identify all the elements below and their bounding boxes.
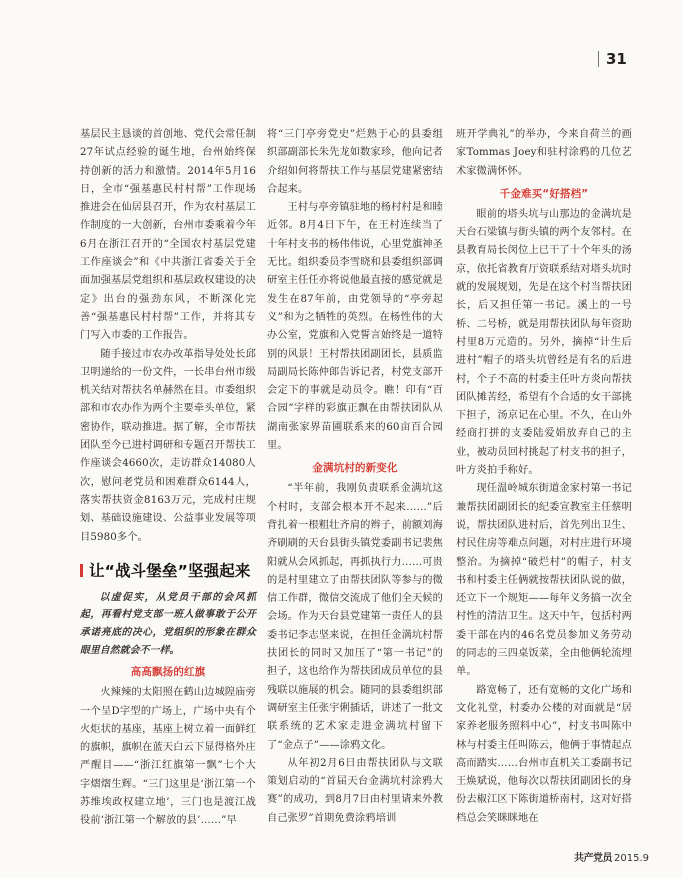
section-title: 让“战斗堡垒”坚强起来 [80, 561, 256, 581]
subheading: 千金难买“好搭档” [499, 187, 589, 200]
subheading: 高高飘扬的红旗 [130, 666, 206, 679]
paragraph: 将“三门亭旁党史”烂熟于心的县委组织部副部长朱先龙如数家珍，他向记者介绍如何将帮扶工作与基层党建紧密结合起来。 [267, 129, 443, 195]
footer [574, 849, 649, 864]
paragraph: 王村与亭旁镇驻地的杨村村是和睦近邻。8月4日下午，在王村连续当了十年村支书的杨伟伟说，心里党旗神圣无比。组织委员李雪晓和县委组织部调研室主任任亦将说他最直接的感觉就是发生在87年前，由党领导的“亭旁起义”和为之牺牲的英烈。在杨性伟的大办公室，党旗和入党誓言始终是一道特别的风景！王村帮扶团副团长，县质监局副局长陈仲郎告诉记者，村党支部开会定下的事就是动员令。瞧！印有“百合园”字样的彩旗正飘在由帮扶团队从湖南张家界苗圃联系来的60亩百合园里。 [267, 202, 443, 452]
paragraph: 随手接过市农办改革指导处处长邱卫明递给的一份文件，一长串台州市级机关结对帮扶名单赫然在目。市委组织部和市农办作为两个主要牵头单位，紧密协作，联动推进。据了解，全市帮扶团队至今已进村调研和专题召开帮扶工作座谈会4660次，走访群众14080人次，慰问老党员和困难群众6144人，落实帮扶资金8163万元，完成村庄规划、基础设施建设、公益事业发展等项目5980多个。 [80, 348, 256, 543]
section-lead: 以虚促实，从党员干部的会风抓起，再看村党支部一班人做事敢于公开承诺亮底的决心，党组织的形象在群众眼里自然就会不一样。 [80, 591, 256, 656]
paragraph: 眼前的塔头坑与山那边的金满坑是天台石梁镇与街头镇的两个友邻村。在县教育局长闵位上已干了十个年头的汤京，依托省教育厅资联系结对塔头坑时就的发展规划，先是在这个村当帮扶团长，后又担任第一书记。溪上的一号桥、二号桥，就是用帮扶团队每年资助村里8万元造的。另外，摘掉“计生后进村”帽子的塔头坑曾经是有名的后进村，个子不高的村委主任叶方炎向帮扶团队摊苦经，希望有个合适的女干部挑下担子，汤京记在心里。不久，在山外经商打拼的支委陆爱娟放弃自己的主业，被动员回村挑起了村支书的担子，叶方炎拍手称好。 [456, 208, 632, 477]
column-left [80, 126, 256, 831]
paragraph: 从年初2月6日由帮扶团队与文联策划启动的“首届天台金满坑村涂鸦大赛”的成功，到8月7日由村里请来外教自己张罗”首期免费涂鸦培训 [267, 757, 443, 824]
paragraph: 路宽畅了，还有宽畅的文化广场和文化礼堂，村委办公楼的对面就是“居家养老服务照料中心”，村支书叫陈中林与村委主任叫陈云，他俩于事情起点高而踏实……台州市直机关工委副书记王焕斌说，他每次以帮扶团副团长的身份去椒江区下陈街道桥南村，这对好搭档总会笑眯眯地在 [456, 684, 632, 824]
subheading: 金满坑村的新变化 [312, 462, 398, 475]
paragraph: 班开学典礼”的举办，今来自荷兰的画家Tommas Joey和驻村涂鸦的几位艺术家微满怀怀。 [456, 129, 632, 177]
paragraph: 基层民主恳谈的首创地、党代会常任制27年试点经验的诞生地，台州始终保持创新的活力和激情。2014年5月16日，全市“强基惠民村村帮”工作现场推进会在仙居县召开，作为农村基层工作制度的一大创新，台州市委乘着今年6月在浙江召开的“全国农村基层党建工作座谈会”和《中共浙江省委关于全面加强基层党组织和基层政权建设的决定》出台的强劲东风，不断深化完善“强基惠民村村帮”工作，并将其专门写入市委的工作报告。 [80, 129, 256, 342]
paragraph: “半年前，我刚负责联系金满坑这个村时，支部会根本开不起来……”后背扎着一根粗壮齐肩的辫子，前额刘海齐刷刷的天台县街头镇党委副书记裴焦阳就从会风抓起，再抓执行力……可贵的是村里建立了由帮扶团队等参与的微信工作群，微信交流成了他们全天候的会场。作为天台县党建第一责任人的县委书记李志坚来说，在担任金满坑村帮扶团长的同时又加压了“第一书记”的担子，这也给作为帮扶团成员单位的县残联以施展的机会。随同的县委组织部调研室主任张宇俐插话，讲述了一批文联系统的艺术家走进金满坑村留下了“金点子”——涂鸦文化。 [267, 483, 443, 751]
magazine-logo: 共产党员 [574, 853, 612, 864]
issue-number: 2015.9 [614, 853, 649, 864]
page-number: 31 [606, 50, 627, 68]
column-right [456, 126, 632, 828]
column-middle [267, 126, 443, 828]
paragraph: 现任温岭城东街道金家村第一书记兼帮扶团副团长的纪委宣教室主任蔡明说，帮扶团队进村后，首先列出卫生、村民住房等难点问题，对村庄进行环境整治。为摘掉“破烂村”的帽子，村支书和村委主任俩就按帮扶团队说的做，还立下一个规矩——每年义务搞一次全村性的清洁卫生。这天中午，包括村两委干部在内的46名党员参加义务劳动的同志的三四桌饭菜，全由他俩轮流埋单。 [456, 483, 632, 678]
paragraph: 火辣辣的太阳照在鹤山边城隍庙旁一个呈D字型的广场上，广场中央有个火炬状的基座，基座上树立着一面鲜红的旗帜，旗帜在蓝天白云下显得格外庄严醒目——“浙江红旗第一飘”七个大字熠熠生辉。“三门这里是‘浙江第一个苏维埃政权建立地’，三门也是渡江战役前‘浙江第一个解放的县’……”早 [80, 687, 256, 827]
